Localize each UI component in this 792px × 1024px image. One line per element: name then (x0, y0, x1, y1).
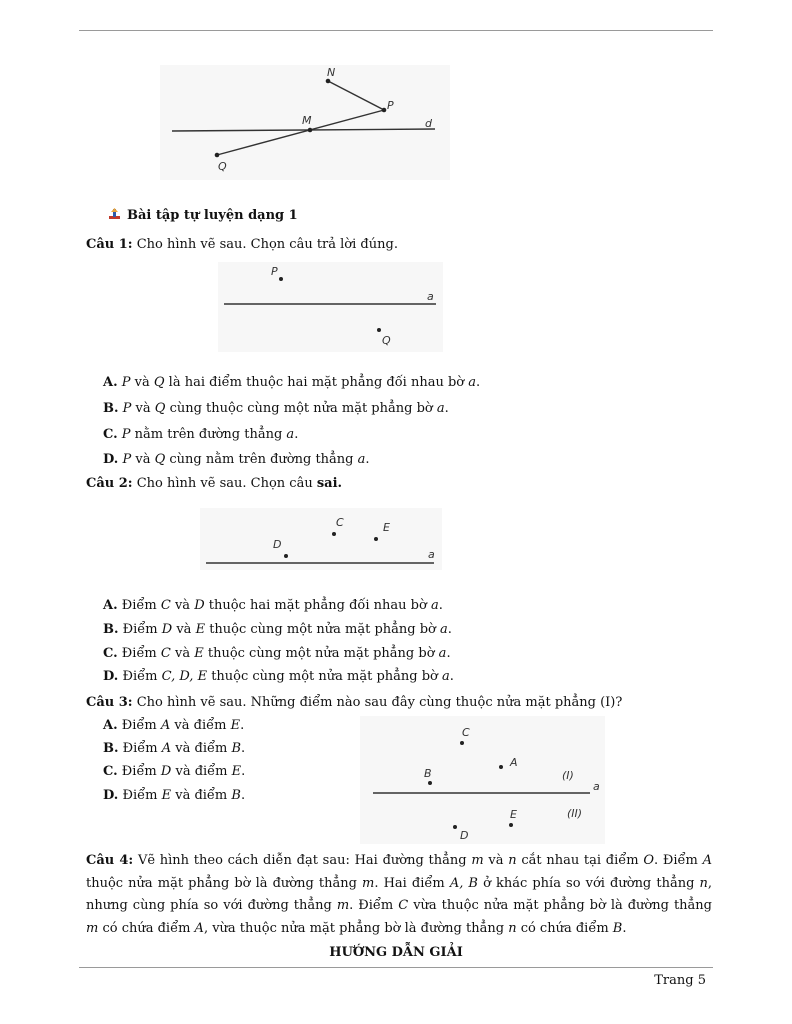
option-text: Điểm (118, 622, 162, 637)
option-text: Điểm (117, 764, 161, 779)
option-text: . (365, 452, 370, 467)
q1-option-b (103, 400, 449, 417)
option-text: và (172, 622, 196, 637)
math-symbol: C (160, 646, 171, 661)
math-symbol: a (357, 452, 366, 467)
option-text: . (444, 401, 449, 416)
q1-option-a (103, 374, 480, 391)
header-rule (79, 30, 713, 31)
math-symbol: C (160, 598, 171, 613)
label-M: M (302, 114, 312, 127)
q3-label-II: (II) (567, 807, 583, 820)
q2-option-b (103, 621, 452, 638)
paragraph-text: có chứa điểm (98, 920, 195, 936)
option-text: Điểm (117, 598, 161, 613)
option-key: A. (103, 718, 118, 733)
q2-label-D: D (273, 538, 282, 551)
paragraph-text: thuộc nửa mặt phẳng bờ là đường thẳng (86, 875, 363, 891)
math-symbol: m (471, 853, 484, 868)
math-symbol: E (161, 788, 172, 803)
pin-icon (108, 208, 121, 221)
math-symbol: E (231, 764, 242, 779)
option-key: B. (103, 622, 119, 637)
option-key: C. (103, 646, 118, 661)
option-text: và (170, 646, 195, 661)
option-text: . (447, 622, 452, 637)
option-key: C. (103, 764, 118, 779)
math-symbol: B (231, 788, 241, 803)
option-text: nằm trên đường thẳng (130, 427, 287, 442)
q1-label-Q: Q (382, 334, 391, 347)
paragraph-text: vừa thuộc nửa mặt phẳng bờ là đường thẳng (408, 898, 712, 913)
q2-label-a: a (428, 548, 435, 561)
q1-figure (218, 262, 443, 352)
option-text: . (240, 788, 246, 803)
math-symbol: m (86, 920, 99, 936)
q1-option-d (103, 451, 370, 468)
q2-label-C: C (336, 516, 344, 529)
figure-line-d (160, 65, 450, 180)
option-text: thuộc cùng một nửa mặt phẳng bờ (205, 622, 441, 637)
option-text: Điểm (118, 788, 162, 803)
option-key: A. (103, 598, 118, 613)
option-key: D. (103, 452, 119, 467)
option-text: cùng nằm trên đường thẳng (165, 452, 358, 467)
q2-option-d (103, 668, 454, 685)
option-text: Điểm (118, 741, 162, 756)
option-text: . (449, 669, 454, 684)
q3-label-A: A (510, 756, 518, 769)
option-text: và (131, 452, 155, 467)
math-symbol: m (362, 875, 375, 891)
math-symbol: n (699, 875, 708, 891)
math-symbol: a (436, 401, 445, 416)
option-key: A. (103, 375, 118, 390)
option-text: và (170, 598, 195, 613)
math-symbol: Q (154, 452, 166, 467)
option-text: . (476, 375, 481, 390)
q3-figure (360, 716, 605, 844)
math-symbol: A (160, 718, 171, 733)
q3-label-D: D (460, 829, 469, 842)
option-text: . (240, 718, 245, 733)
label-d: d (425, 117, 432, 130)
paragraph-text: . Điểm (349, 898, 399, 913)
math-symbol: O (643, 853, 655, 868)
paragraph-text: . Điểm (654, 853, 703, 868)
math-symbol: C, D, E (161, 669, 208, 684)
page-number: Trang 5 (654, 973, 706, 988)
label-P: P (387, 99, 394, 112)
option-text: và điểm (170, 718, 231, 733)
option-text: . (294, 427, 299, 442)
math-symbol: a (468, 375, 477, 390)
paragraph-text: và (483, 853, 509, 868)
paragraph-text: , vừa thuộc nửa mặt phẳng bờ là đường thẳng (203, 920, 509, 936)
math-symbol: E (194, 646, 204, 661)
q2-prompt: Câu 2: Cho hình vẽ sau. Chọn câu sai. (86, 476, 343, 491)
q3-option-c (103, 763, 245, 780)
math-symbol: P (121, 375, 131, 390)
paragraph-text: cắt nhau tại điểm (516, 853, 644, 868)
label-N: N (327, 66, 336, 79)
option-text: Điểm (117, 646, 161, 661)
q2-option-a (103, 597, 443, 614)
q3-label-E: E (510, 808, 517, 821)
math-symbol: D (194, 598, 205, 613)
math-symbol: A (161, 741, 172, 756)
math-symbol: D (161, 622, 173, 637)
option-text: và điểm (171, 741, 232, 756)
math-symbol: P (121, 427, 131, 442)
math-symbol: a (440, 622, 448, 637)
math-symbol: m (336, 898, 350, 913)
q4-prompt: Câu 4: Vẽ hình theo cách diễn đạt sau: Hai đường thẳng m và n cắt nhau tại điểm O. Điểm A thuộc nửa mặt phẳng bờ là đường thẳng m. Hai điểm A, B ở khác phía so với đường thẳng n, nhưng cùng phía so với đường thẳng m. Điểm C vừa thuộc nửa mặt phẳng bờ là đường thẳng m có chứa điểm A, vừa thuộc nửa mặt phẳng bờ là đường thẳng n có chứa điểm B. (86, 853, 713, 936)
label-Q: Q (218, 160, 227, 173)
option-key: D. (103, 669, 119, 684)
q3-option-b (103, 740, 245, 757)
option-key: B. (103, 741, 119, 756)
option-text: và điểm (171, 764, 232, 779)
option-text: và điểm (171, 788, 232, 803)
paragraph-text: . Hai điểm (374, 875, 450, 891)
option-key: B. (103, 401, 119, 416)
math-symbol: Q (153, 375, 165, 390)
math-symbol: a (430, 598, 439, 613)
q3-option-a (103, 717, 244, 734)
math-symbol: a (442, 669, 450, 684)
option-text: . (446, 646, 451, 661)
math-symbol: n (508, 920, 517, 936)
q1-option-c (103, 426, 298, 443)
q3-prompt: Câu 3: Cho hình vẽ sau. Những điểm nào sau đây cùng thuộc nửa mặt phẳng (I)? (86, 695, 623, 710)
q2-figure (200, 508, 442, 570)
math-symbol: n (508, 853, 517, 868)
math-symbol: E (230, 718, 241, 733)
math-symbol: B (612, 920, 623, 936)
q1-label-a: a (427, 290, 434, 303)
option-key: C. (103, 427, 118, 442)
paragraph-text: Vẽ hình theo cách diễn đạt sau: Hai đường thẳng (133, 853, 472, 868)
footer-rule (79, 967, 713, 968)
math-symbol: Q (154, 401, 166, 416)
option-text: . (241, 741, 246, 756)
option-text: thuộc hai mặt phẳng đối nhau bờ (204, 598, 431, 613)
option-text: thuộc cùng một nửa mặt phẳng bờ (203, 646, 439, 661)
math-symbol: A (194, 920, 204, 936)
option-text: Điểm (118, 669, 162, 684)
math-symbol: D (160, 764, 172, 779)
math-symbol: a (438, 646, 447, 661)
q1-label-P: P (271, 265, 278, 278)
math-symbol: E (195, 622, 206, 637)
q3-label-a: a (593, 780, 600, 793)
paragraph-text: , nhưng cùng phía so với đường thẳng (86, 875, 712, 913)
math-symbol: B (231, 741, 242, 756)
option-text: Điểm (117, 718, 161, 733)
math-symbol: A (702, 853, 713, 868)
option-key: D. (103, 788, 119, 803)
option-text: . (438, 598, 443, 613)
math-symbol: P (122, 452, 132, 467)
q3-label-B: B (424, 767, 432, 780)
option-text: . (241, 764, 246, 779)
section-title: Bài tập tự luyện dạng 1 (108, 207, 298, 224)
q3-label-I: (I) (562, 769, 574, 782)
option-text: và (131, 401, 155, 416)
solution-heading: HƯỚNG DẪN GIẢI (329, 945, 463, 960)
q3-label-C: C (462, 726, 470, 739)
q2-option-c (103, 645, 451, 662)
q2-label-E: E (383, 521, 390, 534)
q3-option-d (103, 787, 245, 804)
math-symbol: P (122, 401, 132, 416)
paragraph-text: . (622, 920, 627, 936)
option-text: thuộc cùng một nửa mặt phẳng bờ (207, 669, 443, 684)
math-symbol: A, B (449, 875, 478, 891)
paragraph-text: ở khác phía so với đường thẳng (477, 875, 700, 891)
paragraph-text: có chứa điểm (516, 920, 613, 936)
math-symbol: a (286, 427, 295, 442)
option-text: cùng thuộc cùng một nửa mặt phẳng bờ (165, 401, 437, 416)
q1-prompt: Câu 1: Cho hình vẽ sau. Chọn câu trả lời đúng. (86, 237, 398, 252)
option-text: và (130, 375, 154, 390)
option-text: là hai điểm thuộc hai mặt phẳng đối nhau bờ (164, 375, 469, 390)
math-symbol: C (398, 898, 409, 913)
